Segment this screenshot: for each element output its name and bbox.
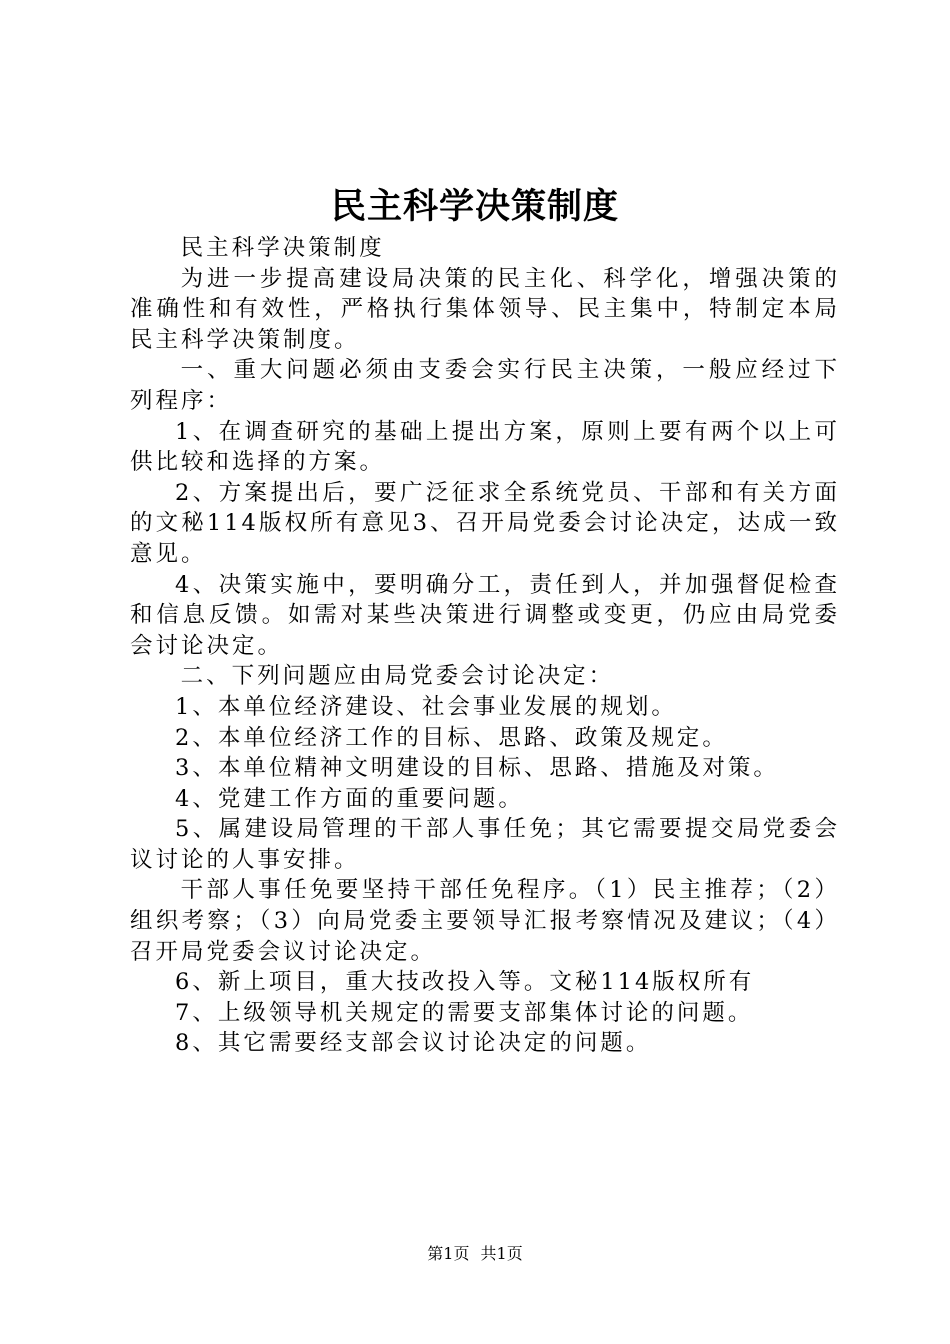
paragraph-item: 1、本单位经济建设、社会事业发展的规划。 — [175, 693, 677, 720]
paragraph-procedure: 干部人事任免要坚持干部任免程序。（1）民主推荐；（2）组织考察；（3）向局党委主要领导汇报考察情况及建议；（4）召开局党委会议讨论决定。 — [130, 877, 840, 965]
paragraph-item: 8、其它需要经支部会议讨论决定的问题。 — [175, 1030, 652, 1057]
paragraph-item: 4、决策实施中，要明确分工，责任到人，并加强督促检查和信息反馈。如需对某些决策进行调整或变更，仍应由局党委会讨论决定。 — [130, 571, 840, 659]
paragraph-intro: 为进一步提高建设局决策的民主化、科学化，增强决策的准确性和有效性，严格执行集体领导、民主集中，特制定本局民主科学决策制度。 — [130, 265, 840, 353]
paragraph-item: 7、上级领导机关规定的需要支部集体讨论的问题。 — [175, 999, 754, 1026]
paragraph-section-1-heading: 一、重大问题必须由支委会实行民主决策，一般应经过下列程序： — [130, 357, 840, 414]
document-title: 民主科学决策制度 — [330, 186, 619, 227]
paragraph-item: 3、本单位精神文明建设的目标、思路、措施及对策。 — [175, 755, 779, 782]
paragraph-subtitle: 民主科学决策制度 — [180, 235, 385, 261]
paragraph-item: 6、新上项目，重大技改投入等。文秘114版权所有 — [175, 969, 755, 996]
paragraph-item: 5、属建设局管理的干部人事任免；其它需要提交局党委会议讨论的人事安排。 — [130, 816, 840, 873]
paragraph-item: 2、本单位经济工作的目标、思路、政策及规定。 — [175, 724, 728, 751]
paragraph-item: 4、党建工作方面的重要问题。 — [175, 785, 524, 812]
page-footer: 第1页 共1页 — [427, 1244, 523, 1263]
paragraph-item: 1、在调查研究的基础上提出方案，原则上要有两个以上可供比较和选择的方案。 — [130, 418, 840, 476]
paragraph-item: 2、方案提出后，要广泛征求全系统党员、干部和有关方面的文秘114版权所有意见3、召开局党委会讨论决定，达成一致意见。 — [130, 479, 840, 567]
paragraph-section-2-heading: 二、下列问题应由局党委会讨论决定： — [180, 663, 615, 690]
document-body — [130, 233, 840, 1059]
